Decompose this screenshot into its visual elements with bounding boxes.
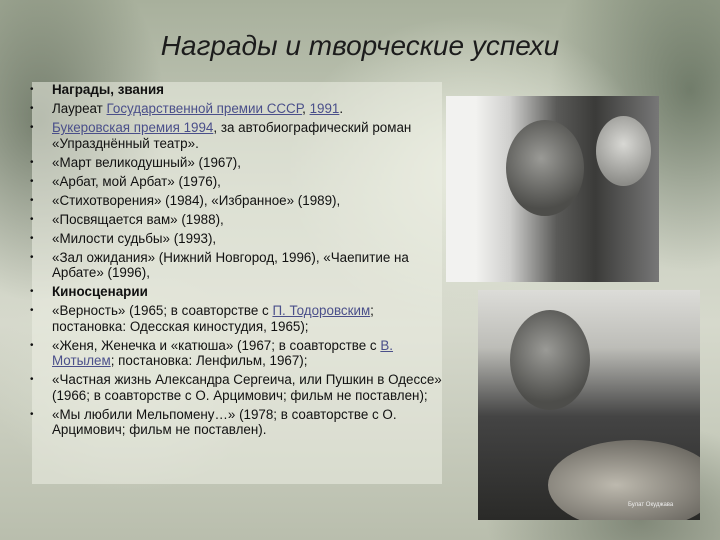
- list-item-text: , за автобиографический роман «Упразднённый театр».: [52, 120, 412, 151]
- reference-link[interactable]: Государственной премии СССР: [106, 101, 303, 116]
- slide-title: Награды и творческие успехи: [160, 30, 560, 61]
- reference-link[interactable]: В. Мотылем: [52, 337, 394, 368]
- list-item: [22, 284, 442, 300]
- list-item-text: «Зал ожидания» (Нижний Новгород, 1996), «Чаепитие на Арбате» (1996),: [52, 249, 409, 280]
- list-item-text: Награды, звания: [52, 82, 164, 97]
- hands-shape: [596, 116, 651, 186]
- bullet-icon: •: [30, 232, 34, 244]
- bullet-icon: •: [30, 305, 34, 316]
- list-item-text: .: [339, 101, 344, 116]
- face-shape: [510, 310, 590, 410]
- portrait-photo-2: [478, 290, 700, 520]
- list-item-text: «Стихотворения» (1984), «Избранное» (1989),: [52, 192, 341, 208]
- list-item: [22, 250, 442, 281]
- list-item: [22, 193, 442, 209]
- reference-link[interactable]: Букеровская премия 1994: [52, 120, 214, 135]
- reference-link[interactable]: 1991: [309, 101, 340, 116]
- list-item-text: «Женя, Женечка и «катюша» (1967; в соавторстве с: [52, 337, 381, 353]
- bullet-icon: •: [30, 122, 34, 133]
- list-item: [22, 212, 442, 228]
- list-item: [22, 82, 442, 98]
- bullet-icon: •: [30, 84, 34, 95]
- list-item: [22, 174, 442, 190]
- bullet-icon: •: [30, 339, 34, 351]
- list-item: [22, 101, 442, 117]
- guitar-shape: [548, 440, 700, 520]
- bullet-icon: •: [30, 103, 34, 114]
- bullet-icon: •: [30, 286, 34, 297]
- awards-list: [22, 82, 442, 441]
- portrait-photo-1: [446, 96, 659, 282]
- list-item-text: «Частная жизнь Александра Сергеича, или Пушкин в Одессе» (1966; в соавторстве с О. Арцимович; фильм не поставлен);: [52, 372, 442, 403]
- bullet-icon: •: [30, 175, 34, 187]
- list-item-text: Лауреат: [52, 101, 107, 116]
- list-item: [22, 303, 442, 334]
- list-item: [22, 407, 442, 438]
- list-item: [22, 372, 442, 403]
- photo-caption: Булат Окуджава: [628, 502, 674, 508]
- list-item-text: «Верность» (1965; в соавторстве с: [52, 303, 273, 318]
- face-shape: [506, 120, 584, 216]
- list-item-text: «Посвящается вам» (1988),: [52, 211, 224, 227]
- list-item-text: «Милости судьбы» (1993),: [52, 230, 217, 246]
- list-item-text: «Мы любили Мельпомену…» (1978; в соавторстве с О. Арцимович; фильм не поставлен).: [52, 406, 397, 437]
- list-item: [22, 155, 442, 171]
- list-item: [22, 338, 442, 369]
- list-item-text: «Арбат, мой Арбат» (1976),: [52, 173, 221, 189]
- list-item-text: ,: [302, 101, 310, 116]
- list-item-text: «Март великодушный» (1967),: [52, 154, 241, 170]
- list-item: [22, 120, 442, 151]
- bullet-icon: •: [30, 251, 34, 263]
- list-item: [22, 231, 442, 247]
- list-item-text: ; постановка: Одесская киностудия, 1965);: [52, 303, 374, 334]
- bullet-icon: •: [30, 213, 34, 225]
- list-item-text: ; постановка: Ленфильм, 1967);: [110, 353, 308, 368]
- bullet-icon: •: [30, 374, 34, 385]
- reference-link[interactable]: П. Тодоровским: [272, 303, 371, 318]
- bullet-icon: •: [30, 156, 34, 168]
- list-item-text: Киносценарии: [52, 284, 148, 299]
- bullet-icon: •: [30, 194, 34, 206]
- bullet-icon: •: [30, 408, 34, 420]
